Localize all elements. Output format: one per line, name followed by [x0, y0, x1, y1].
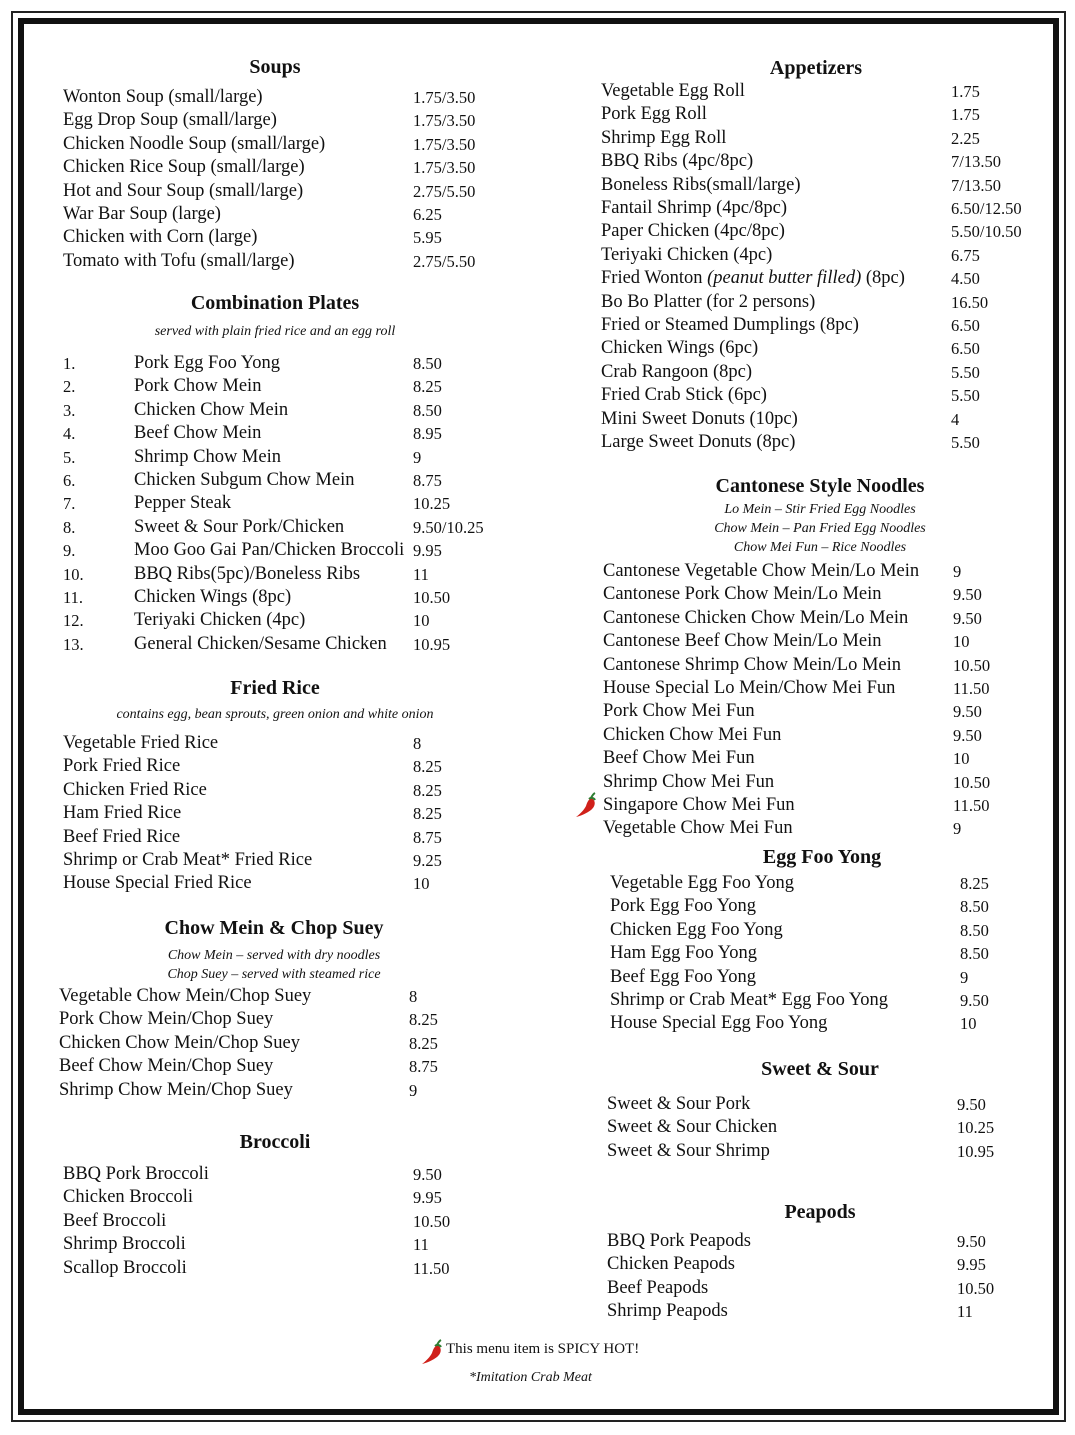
item-price: 5.50: [951, 433, 980, 452]
item-name: Chicken Chow Mein: [134, 399, 289, 420]
item-name: Vegetable Chow Mein/Chop Suey: [59, 986, 312, 1006]
item-name: Paper Chicken (4pc/8pc): [601, 221, 785, 242]
item-price: 9.50: [953, 702, 982, 722]
item-name: Beef Chow Mei Fun: [603, 748, 755, 769]
item-name: Large Sweet Donuts (8pc): [601, 432, 796, 452]
item-name: Beef Broccoli: [63, 1210, 167, 1231]
item-name: Chicken Wings (6pc): [601, 338, 759, 359]
item-price: 8.25: [960, 874, 989, 893]
item-price: 5.50: [951, 362, 980, 382]
item-name: Chicken Rice Soup (small/large): [63, 157, 305, 178]
item-name: Beef Fried Rice: [63, 826, 181, 847]
spicy-legend: This menu item is SPICY HOT!: [446, 1341, 640, 1357]
fried-rice-note: contains egg, bean sprouts, green onion and white onion: [116, 707, 434, 722]
item-price: 11: [413, 1235, 429, 1255]
item-name: Ham Fried Rice: [63, 803, 182, 824]
item-name: Pork Chow Mein: [134, 376, 262, 397]
item-name: BBQ Ribs(5pc)/Boneless Ribs: [134, 563, 361, 584]
item-price: 9.50: [953, 725, 982, 745]
item-name: Vegetable Egg Foo Yong: [610, 873, 794, 893]
item-price: 6.25: [413, 205, 442, 224]
section-title-peapods: Peapods: [784, 1201, 856, 1223]
chow-mei-fun-note: Chow Mei Fun – Rice Noodles: [733, 540, 907, 555]
item-price: 9.50: [957, 1095, 986, 1114]
item-name: Pork Egg Foo Yong: [134, 353, 280, 373]
item-name: BBQ Ribs (4pc/8pc): [601, 151, 754, 172]
item-price: 16.50: [951, 292, 989, 312]
item-name: General Chicken/Sesame Chicken: [134, 633, 387, 654]
item-name: Shrimp Broccoli: [63, 1234, 186, 1255]
item-name: Teriyaki Chicken (4pc): [601, 244, 773, 265]
chili-pepper-icon: [574, 792, 598, 818]
item-price: 8.75: [413, 471, 442, 490]
section-title-appetizers: Appetizers: [769, 57, 863, 79]
item-name: House Special Lo Mein/Chow Mei Fun: [603, 678, 896, 698]
item-name: Cantonese Chicken Chow Mein/Lo Mein: [603, 607, 909, 628]
item-name: Fried or Steamed Dumplings (8pc): [601, 315, 859, 335]
item-name: Chicken Broccoli: [63, 1187, 193, 1208]
item-name: Shrimp Chow Mei Fun: [603, 771, 775, 792]
item-name-italic: (peanut butter filled): [707, 268, 862, 289]
item-price: 6.50: [951, 316, 980, 335]
item-price: 5.50/10.50: [951, 222, 1022, 242]
item-price: 10.50: [413, 1211, 451, 1231]
item-name: Beef Chow Mein: [134, 423, 262, 444]
item-name: Cantonese Pork Chow Mein/Lo Mein: [603, 584, 882, 605]
item-name: Cantonese Shrimp Chow Mein/Lo Mein: [603, 654, 902, 675]
item-number: 11.: [63, 588, 84, 607]
item-name: Mini Sweet Donuts (10pc): [601, 408, 798, 429]
item-name: House Special Fried Rice: [63, 873, 252, 894]
chop-suey-note: Chop Suey – served with steamed rice: [167, 967, 381, 982]
item-name: Chicken Egg Foo Yong: [610, 919, 783, 940]
item-price: 9.50: [953, 585, 982, 605]
item-name-part: (8pc): [861, 268, 905, 289]
item-price: 1.75: [951, 82, 980, 101]
item-number: 6.: [63, 471, 76, 490]
item-price: 5.50: [951, 386, 980, 406]
item-number: 5.: [63, 447, 76, 467]
item-price: 8.50: [413, 354, 442, 373]
item-price: 6.75: [951, 245, 980, 265]
imitation-crab-note: *Imitation Crab Meat: [469, 1370, 592, 1385]
item-name: Pork Chow Mein/Chop Suey: [59, 1009, 274, 1030]
item-name: Shrimp or Crab Meat* Fried Rice: [63, 850, 313, 870]
item-price: 8.50: [960, 897, 989, 917]
item-price: 8.95: [413, 424, 442, 444]
item-name: House Special Egg Foo Yong: [610, 1013, 828, 1034]
item-name: Shrimp Chow Mein: [134, 446, 281, 467]
item-price: 9.95: [413, 541, 442, 561]
item-price: 10.50: [957, 1278, 995, 1298]
item-price: 8.25: [409, 1010, 438, 1030]
item-name: Chicken Chow Mein/Chop Suey: [59, 1032, 301, 1053]
item-price: 10.50: [953, 772, 991, 792]
item-name: Shrimp Chow Mein/Chop Suey: [59, 1079, 293, 1100]
lo-mein-note: Lo Mein – Stir Fried Egg Noodles: [724, 502, 916, 517]
item-number: 7.: [63, 494, 76, 514]
item-name: Chicken Subgum Chow Mein: [134, 470, 355, 490]
item-number: 3.: [63, 400, 76, 420]
item-name: Crab Rangoon (8pc): [601, 361, 753, 382]
item-price: 11.50: [413, 1258, 450, 1278]
item-name: Beef Egg Foo Yong: [610, 966, 756, 987]
item-name: Tomato with Tofu (small/large): [63, 250, 295, 271]
item-price: 10.25: [957, 1118, 995, 1138]
item-price: 6.50/12.50: [951, 199, 1022, 218]
item-price: 8.75: [413, 827, 442, 847]
section-title-chow-mein: Chow Mein & Chop Suey: [164, 917, 384, 939]
item-name: Pork Chow Mei Fun: [603, 701, 755, 722]
section-title-broccoli: Broccoli: [239, 1131, 311, 1153]
chow-mein-note: Chow Mein – served with dry noodles: [167, 948, 381, 963]
item-name: Chicken Peapods: [607, 1254, 735, 1275]
item-name: Teriyaki Chicken (4pc): [134, 610, 306, 631]
item-name: Sweet & Sour Shrimp: [607, 1140, 770, 1161]
item-price: 11: [413, 564, 429, 584]
item-price: 1.75/3.50: [413, 111, 476, 131]
item-price: 9.50/10.25: [413, 517, 484, 537]
item-price: 9.50: [413, 1165, 442, 1184]
item-name: Vegetable Fried Rice: [63, 733, 219, 753]
item-price: 11.50: [953, 679, 990, 698]
item-number: 2.: [63, 377, 76, 397]
item-name: Sweet & Sour Chicken: [607, 1117, 778, 1138]
item-price: 10: [960, 1014, 977, 1034]
item-price: 1.75/3.50: [413, 88, 476, 107]
item-price: 8.25: [413, 377, 442, 397]
item-price: 1.75: [951, 105, 980, 125]
item-price: 10: [953, 632, 970, 652]
item-name: Chicken with Corn (large): [63, 227, 258, 248]
item-number: 13.: [63, 634, 84, 654]
item-name: Shrimp Egg Roll: [601, 127, 727, 148]
item-name: War Bar Soup (large): [63, 204, 221, 224]
item-price: 1.75/3.50: [413, 134, 476, 154]
item-price: 4.50: [951, 269, 980, 289]
item-name: Beef Peapods: [607, 1277, 709, 1298]
section-title-soups: Soups: [249, 56, 301, 78]
item-name: Bo Bo Platter (for 2 persons): [601, 291, 816, 312]
item-name: Pork Fried Rice: [63, 756, 181, 777]
item-name: Egg Drop Soup (small/large): [63, 110, 277, 131]
item-price: 2.75/5.50: [413, 251, 476, 271]
item-price: 9.25: [413, 851, 442, 870]
combination-note: served with plain fried rice and an egg roll: [154, 324, 396, 339]
item-price: 8.50: [413, 400, 442, 420]
item-name: Chicken Chow Mei Fun: [603, 724, 782, 745]
item-price: 8.50: [960, 944, 989, 964]
item-name: BBQ Pork Peapods: [607, 1231, 751, 1251]
item-price: 9.95: [413, 1188, 442, 1208]
item-number: 9.: [63, 541, 76, 561]
item-name: Cantonese Beef Chow Mein/Lo Mein: [603, 631, 882, 652]
item-name: Shrimp or Crab Meat* Egg Foo Yong: [610, 990, 889, 1010]
item-price: 4: [951, 409, 960, 429]
item-name: Wonton Soup (small/large): [63, 87, 263, 107]
item-number: 8.: [63, 517, 76, 537]
item-price: 1.75/3.50: [413, 158, 476, 178]
item-price: 10.25: [413, 494, 451, 514]
section-title-egg-foo-yong: Egg Foo Yong: [762, 846, 882, 868]
item-number: 1.: [63, 354, 76, 373]
item-price: 9: [409, 1080, 418, 1100]
item-price: 9.50: [953, 608, 982, 628]
item-price: 5.95: [413, 228, 442, 248]
section-title-sweet-sour: Sweet & Sour: [761, 1058, 879, 1080]
item-name: Beef Chow Mein/Chop Suey: [59, 1056, 274, 1077]
item-price: 10.95: [957, 1141, 995, 1161]
item-price: 8.75: [409, 1057, 438, 1077]
item-name: Scallop Broccoli: [63, 1257, 187, 1278]
item-price: 8: [409, 987, 418, 1006]
item-name: [601, 267, 905, 290]
item-price: 8.25: [413, 780, 442, 800]
item-price: 6.50: [951, 339, 980, 359]
item-name: Sweet & Sour Pork/Chicken: [134, 516, 345, 537]
item-name: Pork Egg Roll: [601, 104, 707, 125]
chow-mein-pan-note: Chow Mein – Pan Fried Egg Noodles: [714, 521, 926, 536]
item-name: Pepper Steak: [134, 493, 232, 514]
item-name-part: Fried Wonton: [601, 268, 708, 289]
item-price: 7/13.50: [951, 175, 1001, 195]
item-number: 10.: [63, 564, 84, 584]
item-price: 9: [413, 447, 422, 467]
item-price: 2.75/5.50: [413, 181, 476, 201]
item-number: 12.: [63, 611, 84, 631]
item-name: Singapore Chow Mei Fun: [603, 795, 795, 815]
item-price: 8.25: [409, 1033, 438, 1053]
item-name: Hot and Sour Soup (small/large): [63, 180, 304, 201]
item-name: Shrimp Peapods: [607, 1301, 728, 1322]
item-price: 10.50: [413, 588, 451, 607]
item-price: 11.50: [953, 796, 990, 815]
item-name: Chicken Noodle Soup (small/large): [63, 133, 326, 154]
section-title-fried-rice: Fried Rice: [230, 677, 320, 699]
item-name: Pork Egg Foo Yong: [610, 896, 756, 917]
chili-pepper-icon: [420, 1339, 444, 1365]
item-price: 9.50: [957, 1232, 986, 1251]
item-name: BBQ Pork Broccoli: [63, 1164, 209, 1184]
item-price: 10: [953, 749, 970, 769]
item-price: 8.50: [960, 920, 989, 940]
item-name: Chicken Wings (8pc): [134, 587, 292, 607]
item-price: 9: [953, 562, 962, 581]
item-price: 10: [413, 611, 430, 631]
item-price: 8.25: [413, 757, 442, 777]
item-name: Chicken Fried Rice: [63, 779, 207, 800]
item-price: 8: [413, 734, 422, 753]
item-name: Vegetable Chow Mei Fun: [603, 818, 793, 839]
item-name: Sweet & Sour Pork: [607, 1094, 751, 1114]
section-title-cantonese: Cantonese Style Noodles: [715, 475, 925, 497]
item-price: 10.50: [953, 655, 991, 675]
item-price: 9.50: [960, 991, 989, 1010]
section-title-combination: Combination Plates: [190, 292, 360, 314]
item-price: 2.25: [951, 128, 980, 148]
item-name: Boneless Ribs(small/large): [601, 174, 801, 195]
item-name: Cantonese Vegetable Chow Mein/Lo Mein: [603, 561, 920, 581]
item-price: 7/13.50: [951, 152, 1001, 172]
item-name: Moo Goo Gai Pan/Chicken Broccoli: [134, 540, 405, 561]
item-price: 9: [953, 819, 962, 839]
item-price: 8.25: [413, 804, 442, 824]
item-name: Ham Egg Foo Yong: [610, 943, 757, 964]
item-price: 11: [957, 1302, 973, 1322]
item-name: Vegetable Egg Roll: [601, 81, 745, 101]
item-price: 10: [413, 874, 430, 894]
item-name: Fried Crab Stick (6pc): [601, 385, 767, 406]
item-price: 9.95: [957, 1255, 986, 1275]
item-price: 9: [960, 967, 969, 987]
item-name: Fantail Shrimp (4pc/8pc): [601, 198, 787, 218]
item-number: 4.: [63, 424, 76, 444]
item-price: 10.95: [413, 634, 451, 654]
